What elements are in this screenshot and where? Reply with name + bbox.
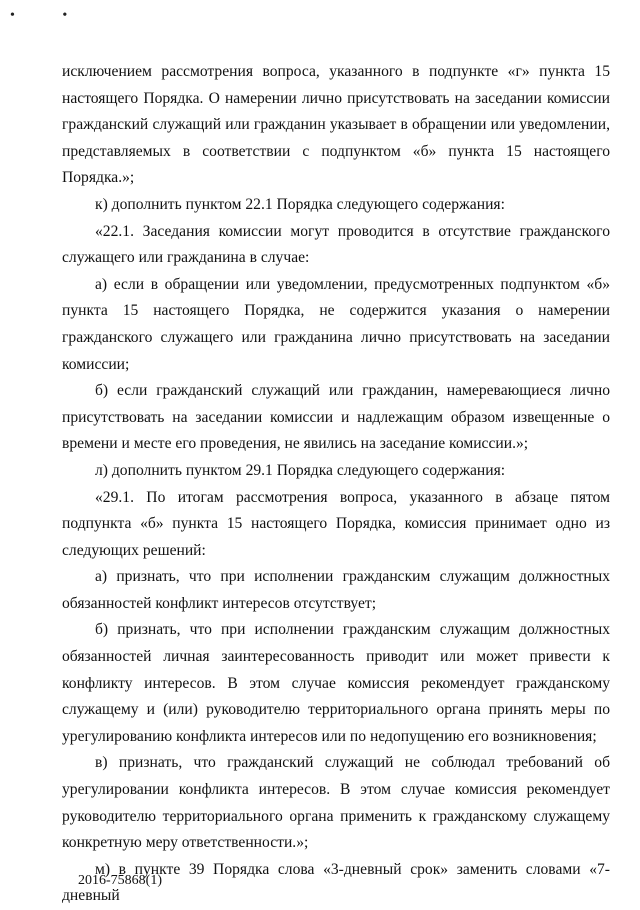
paragraph-22-1-a: а) если в обращении или уведомлении, предусмотренных подпунктом «б» пункта 15 настоящего Порядка, не содержится указания о намерении гражданского служащего или гражданина лично присутствовать на заседании комиссии; [62,275,610,373]
paragraph-item-m: м) в пункте 39 Порядка слова «3-дневный срок» заменить словами «7-дневный [62,860,610,905]
document-body [62,59,610,910]
paragraph-continuation: исключением рассмотрения вопроса, указанного в подпункте «г» пункта 15 настоящего Порядка. О намерении лично присутствовать на заседании комиссии гражданский служащий или гражданин указывает в обращении или уведомлении, представляемых в соответствии с подпунктом «б» пункта 15 настоящего Порядка.»; [62,63,610,187]
paragraph-item-k: к) дополнить пунктом 22.1 Порядка следующего содержания: [95,195,505,213]
scan-corner-marks: • • [10,8,90,23]
paragraph-22-1-b: б) если гражданский служащий или гражданин, намеревающиеся лично присутствовать на заседании комиссии и надлежащим образом извещенные о времени и месте его проведения, не явились на заседание комиссии.»; [62,382,610,453]
paragraph-29-1-a: а) признать, что при исполнении гражданским служащим должностных обязанностей конфликт интересов отсутствует; [62,568,610,612]
paragraph-29-1-v: в) признать, что гражданский служащий не соблюдал требований об урегулировании конфликта интересов. В этом случае комиссия рекомендует руководителю территориального органа применить к гражданскому служащему конкретную меру ответственности.»; [62,754,610,852]
paragraph-29-1-b: б) признать, что при исполнении гражданским служащим должностных обязанностей личная заинтересованность приводит или может привести к конфликту интересов. В этом случае комиссия рекомендует гражданскому служащему и (или) руководителю территориального органа принять меры по урегулированию конфликта интересов или по недопущению его возникновения; [62,621,610,745]
paragraph-clause-29-1: «29.1. По итогам рассмотрения вопроса, указанного в абзаце пятом подпункта «б» пункта 15 настоящего Порядка, комиссия принимает одно из следующих решений: [62,488,610,559]
paragraph-clause-22-1: «22.1. Заседания комиссии могут проводится в отсутствие гражданского служащего или гражданина в случае: [62,222,610,267]
document-id-footer: 2016-75868(1) [78,873,162,888]
paragraph-item-l: л) дополнить пунктом 29.1 Порядка следующего содержания: [95,461,506,479]
